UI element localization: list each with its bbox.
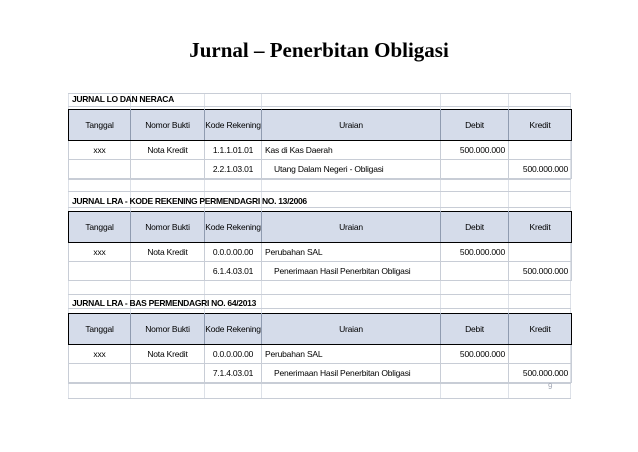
cell-kode-rekening: 1.1.1.01.01 — [205, 141, 262, 160]
grid-row-line — [68, 179, 571, 180]
cell-kredit — [509, 141, 572, 160]
column-header-tanggal: Tanggal — [69, 110, 131, 141]
table-header-row — [69, 212, 572, 243]
table-row — [69, 160, 572, 179]
grid-row-line — [68, 383, 571, 384]
cell-uraian: Perubahan SAL — [262, 243, 441, 262]
cell-kredit: 500.000.000 — [509, 160, 572, 179]
column-header-debit: Debit — [441, 110, 509, 141]
column-header-tanggal: Tanggal — [69, 314, 131, 345]
section-label-lra-13-2006: JURNAL LRA - KODE REKENING PERMENDAGRI NO. 13/2006 — [72, 196, 307, 206]
cell-kode-rekening: 6.1.4.03.01 — [205, 262, 262, 281]
journal-table-lra-13-2006 — [68, 211, 572, 281]
column-header-nomor-bukti: Nomor Bukti — [131, 110, 205, 141]
column-header-kode-rekening: Kode Rekening — [205, 314, 262, 345]
column-header-kredit: Kredit — [509, 212, 572, 243]
cell-tanggal — [69, 262, 131, 281]
column-header-kode-rekening: Kode Rekening — [205, 212, 262, 243]
column-header-debit: Debit — [441, 212, 509, 243]
table-row — [69, 364, 572, 383]
table-row — [69, 262, 572, 281]
cell-tanggal: xxx — [69, 243, 131, 262]
cell-kode-rekening: 0.0.0.00.00 — [205, 243, 262, 262]
cell-nomor-bukti: Nota Kredit — [131, 243, 205, 262]
grid-row-line — [68, 294, 571, 295]
journal-table-bas-64-2013 — [68, 313, 572, 383]
grid-row-line — [68, 191, 571, 192]
cell-kode-rekening: 7.1.4.03.01 — [205, 364, 262, 383]
page-number: 9 — [548, 382, 553, 391]
table-row — [69, 141, 572, 160]
cell-tanggal — [69, 160, 131, 179]
column-header-kredit: Kredit — [509, 110, 572, 141]
cell-kredit: 500.000.000 — [509, 364, 572, 383]
cell-nomor-bukti — [131, 160, 205, 179]
grid-row-line — [68, 207, 571, 208]
cell-nomor-bukti — [131, 262, 205, 281]
cell-nomor-bukti — [131, 364, 205, 383]
cell-kredit — [509, 345, 572, 364]
cell-uraian: Utang Dalam Negeri - Obligasi — [262, 160, 441, 179]
cell-tanggal: xxx — [69, 141, 131, 160]
column-header-nomor-bukti: Nomor Bukti — [131, 212, 205, 243]
table-row — [69, 345, 572, 364]
section-label-lo-neraca: JURNAL LO DAN NERACA — [72, 94, 174, 104]
grid-row-line — [68, 106, 571, 107]
journal-sheet — [68, 93, 571, 399]
cell-uraian: Kas di Kas Daerah — [262, 141, 441, 160]
section-label-bas-64-2013: JURNAL LRA - BAS PERMENDAGRI NO. 64/2013 — [72, 298, 257, 308]
column-header-kredit: Kredit — [509, 314, 572, 345]
cell-debit: 500.000.000 — [441, 243, 509, 262]
column-header-tanggal: Tanggal — [69, 212, 131, 243]
cell-kredit: 500.000.000 — [509, 262, 572, 281]
column-header-kode-rekening: Kode Rekening — [205, 110, 262, 141]
cell-tanggal: xxx — [69, 345, 131, 364]
cell-uraian: Penerimaan Hasil Penerbitan Obligasi — [262, 262, 441, 281]
cell-nomor-bukti: Nota Kredit — [131, 345, 205, 364]
cell-kode-rekening: 0.0.0.00.00 — [205, 345, 262, 364]
grid-row-line — [68, 308, 571, 309]
column-header-uraian: Uraian — [262, 314, 441, 345]
cell-tanggal — [69, 364, 131, 383]
column-header-debit: Debit — [441, 314, 509, 345]
table-header-row — [69, 110, 572, 141]
cell-debit — [441, 160, 509, 179]
cell-uraian: Perubahan SAL — [262, 345, 441, 364]
page-title: Jurnal – Penerbitan Obligasi — [189, 38, 449, 62]
cell-debit — [441, 364, 509, 383]
table-row — [69, 243, 572, 262]
cell-nomor-bukti: Nota Kredit — [131, 141, 205, 160]
cell-debit: 500.000.000 — [441, 345, 509, 364]
table-header-row — [69, 314, 572, 345]
journal-table-lo-neraca — [68, 109, 572, 179]
cell-kredit — [509, 243, 572, 262]
column-header-nomor-bukti: Nomor Bukti — [131, 314, 205, 345]
cell-kode-rekening: 2.2.1.03.01 — [205, 160, 262, 179]
cell-uraian: Penerimaan Hasil Penerbitan Obligasi — [262, 364, 441, 383]
cell-debit — [441, 262, 509, 281]
column-header-uraian: Uraian — [262, 110, 441, 141]
cell-debit: 500.000.000 — [441, 141, 509, 160]
grid-row-line — [68, 398, 571, 399]
column-header-uraian: Uraian — [262, 212, 441, 243]
